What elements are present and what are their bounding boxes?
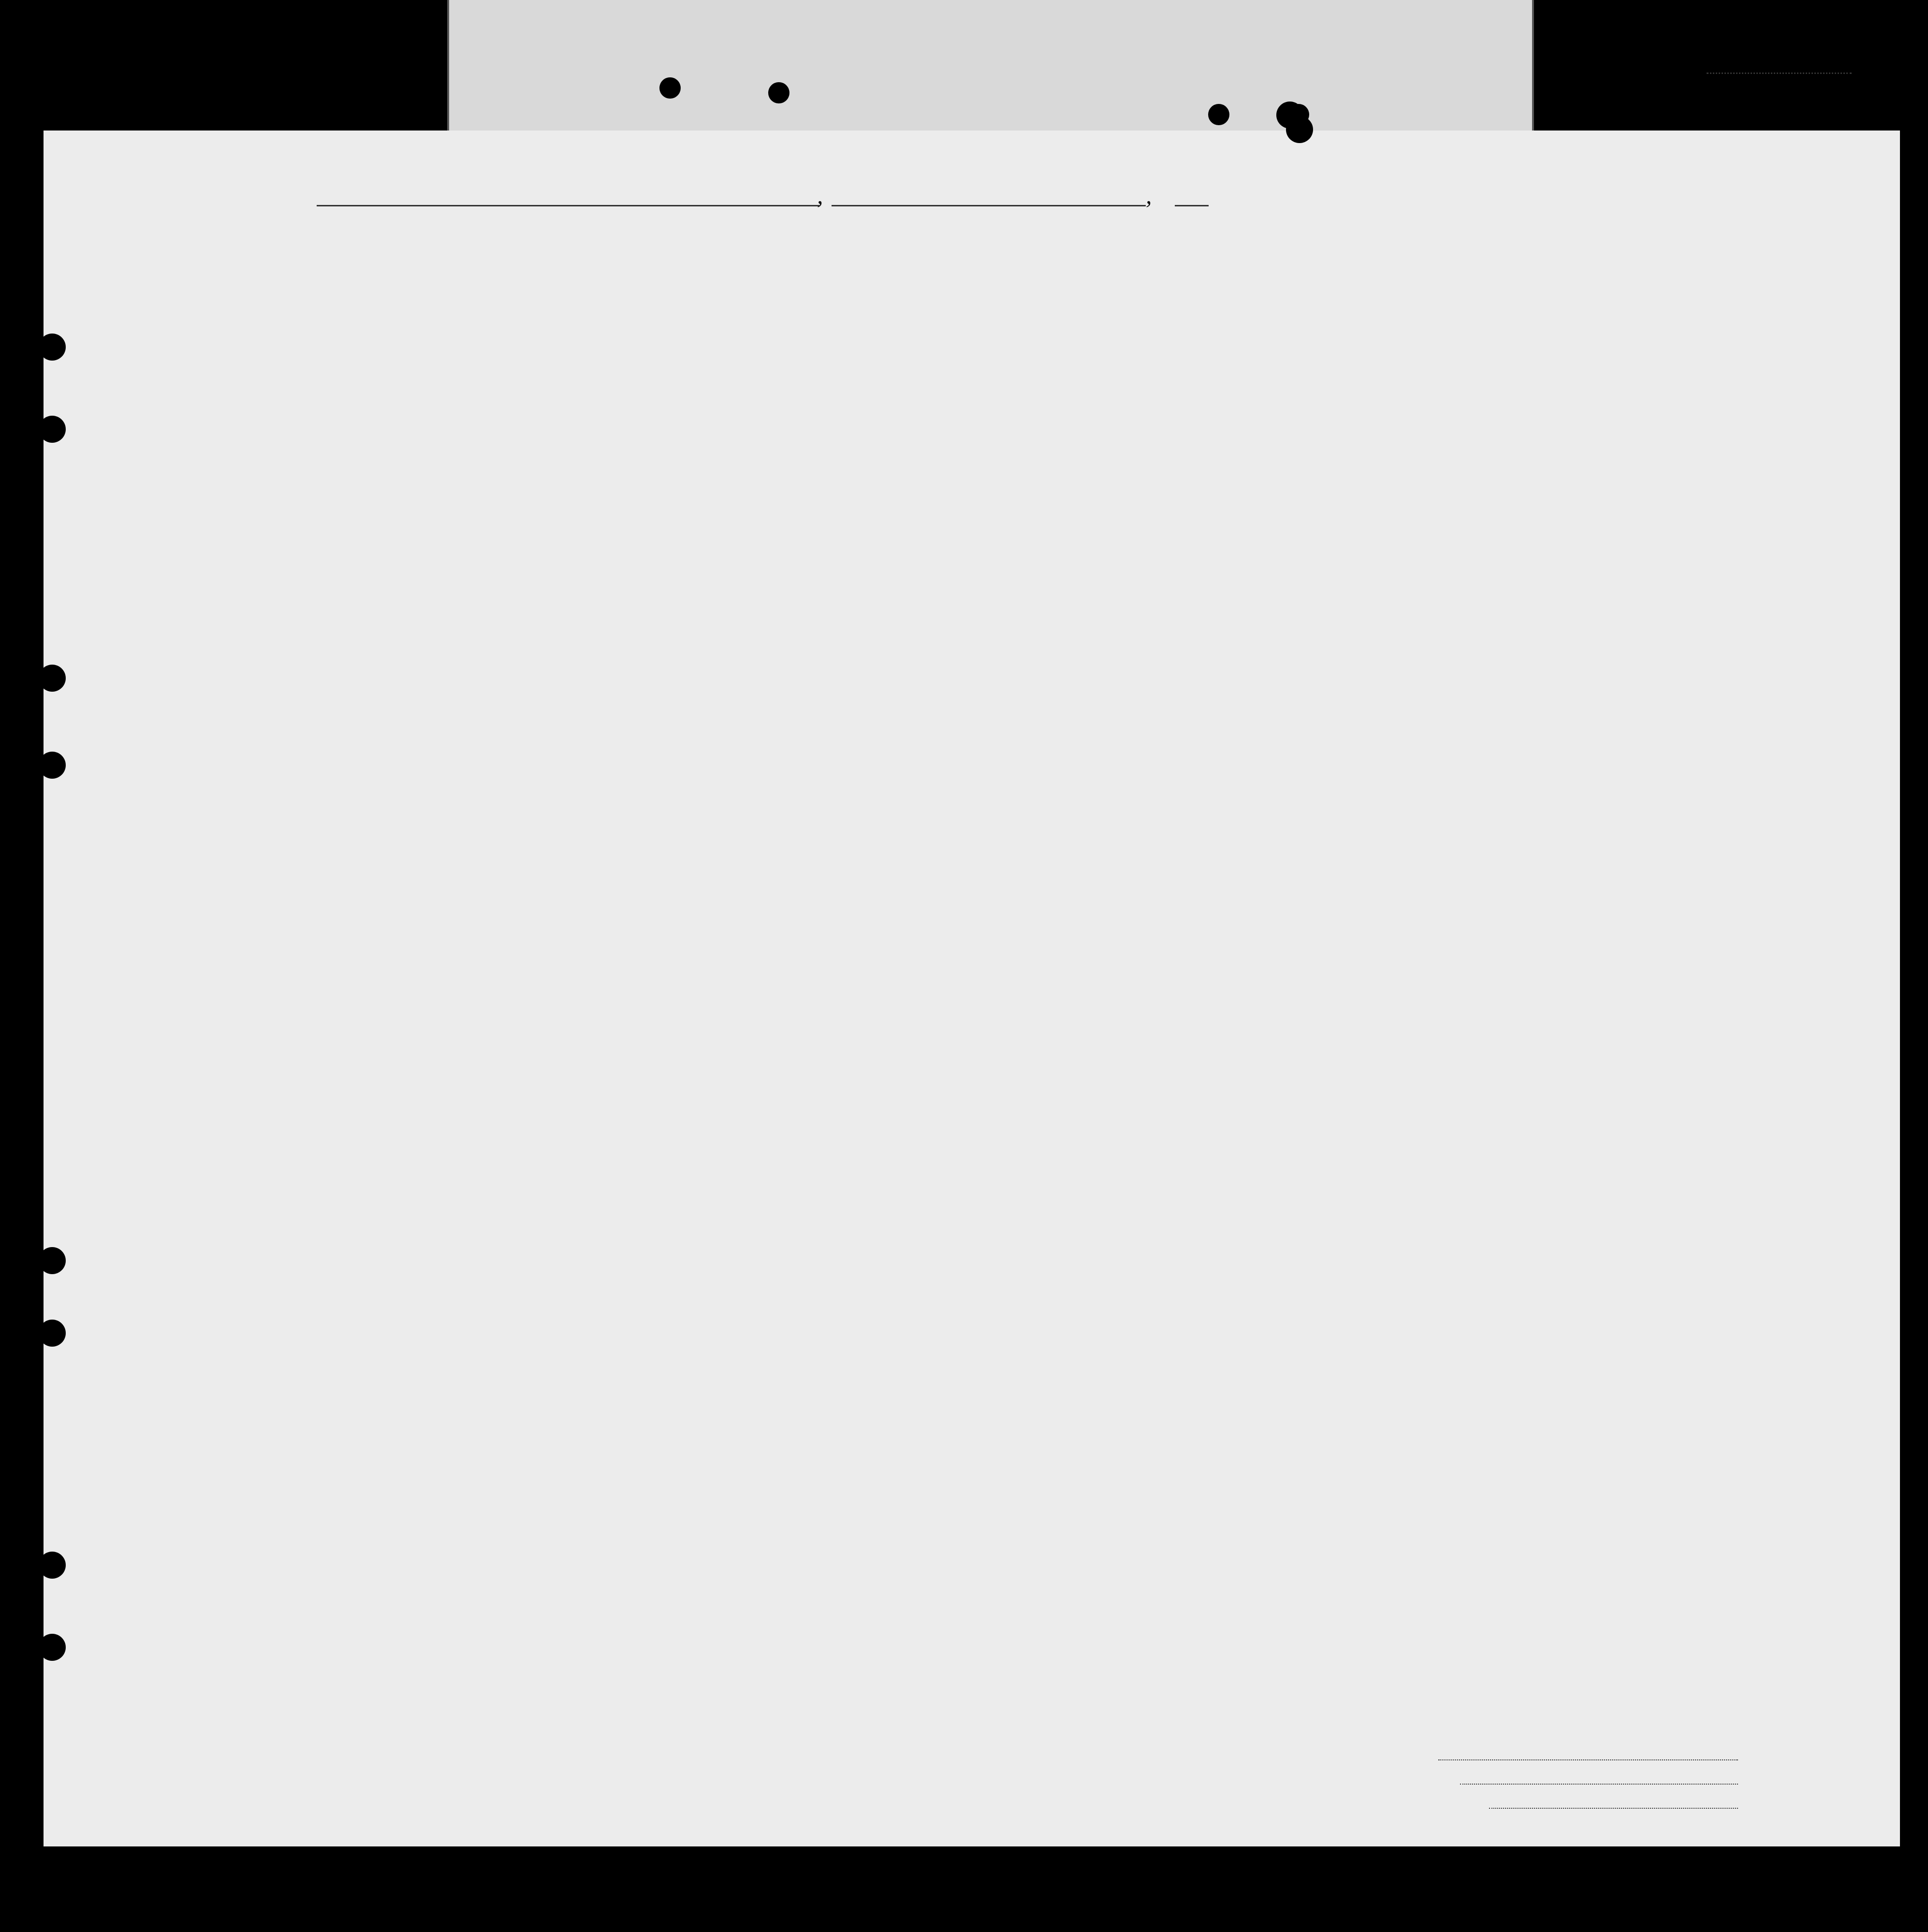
footer-agents-underline <box>1489 1808 1738 1809</box>
separator: , <box>1146 182 1152 209</box>
footer-owners-underline <box>1460 1784 1738 1785</box>
separator: , <box>817 182 823 209</box>
footer-line-underline <box>1438 1759 1738 1760</box>
